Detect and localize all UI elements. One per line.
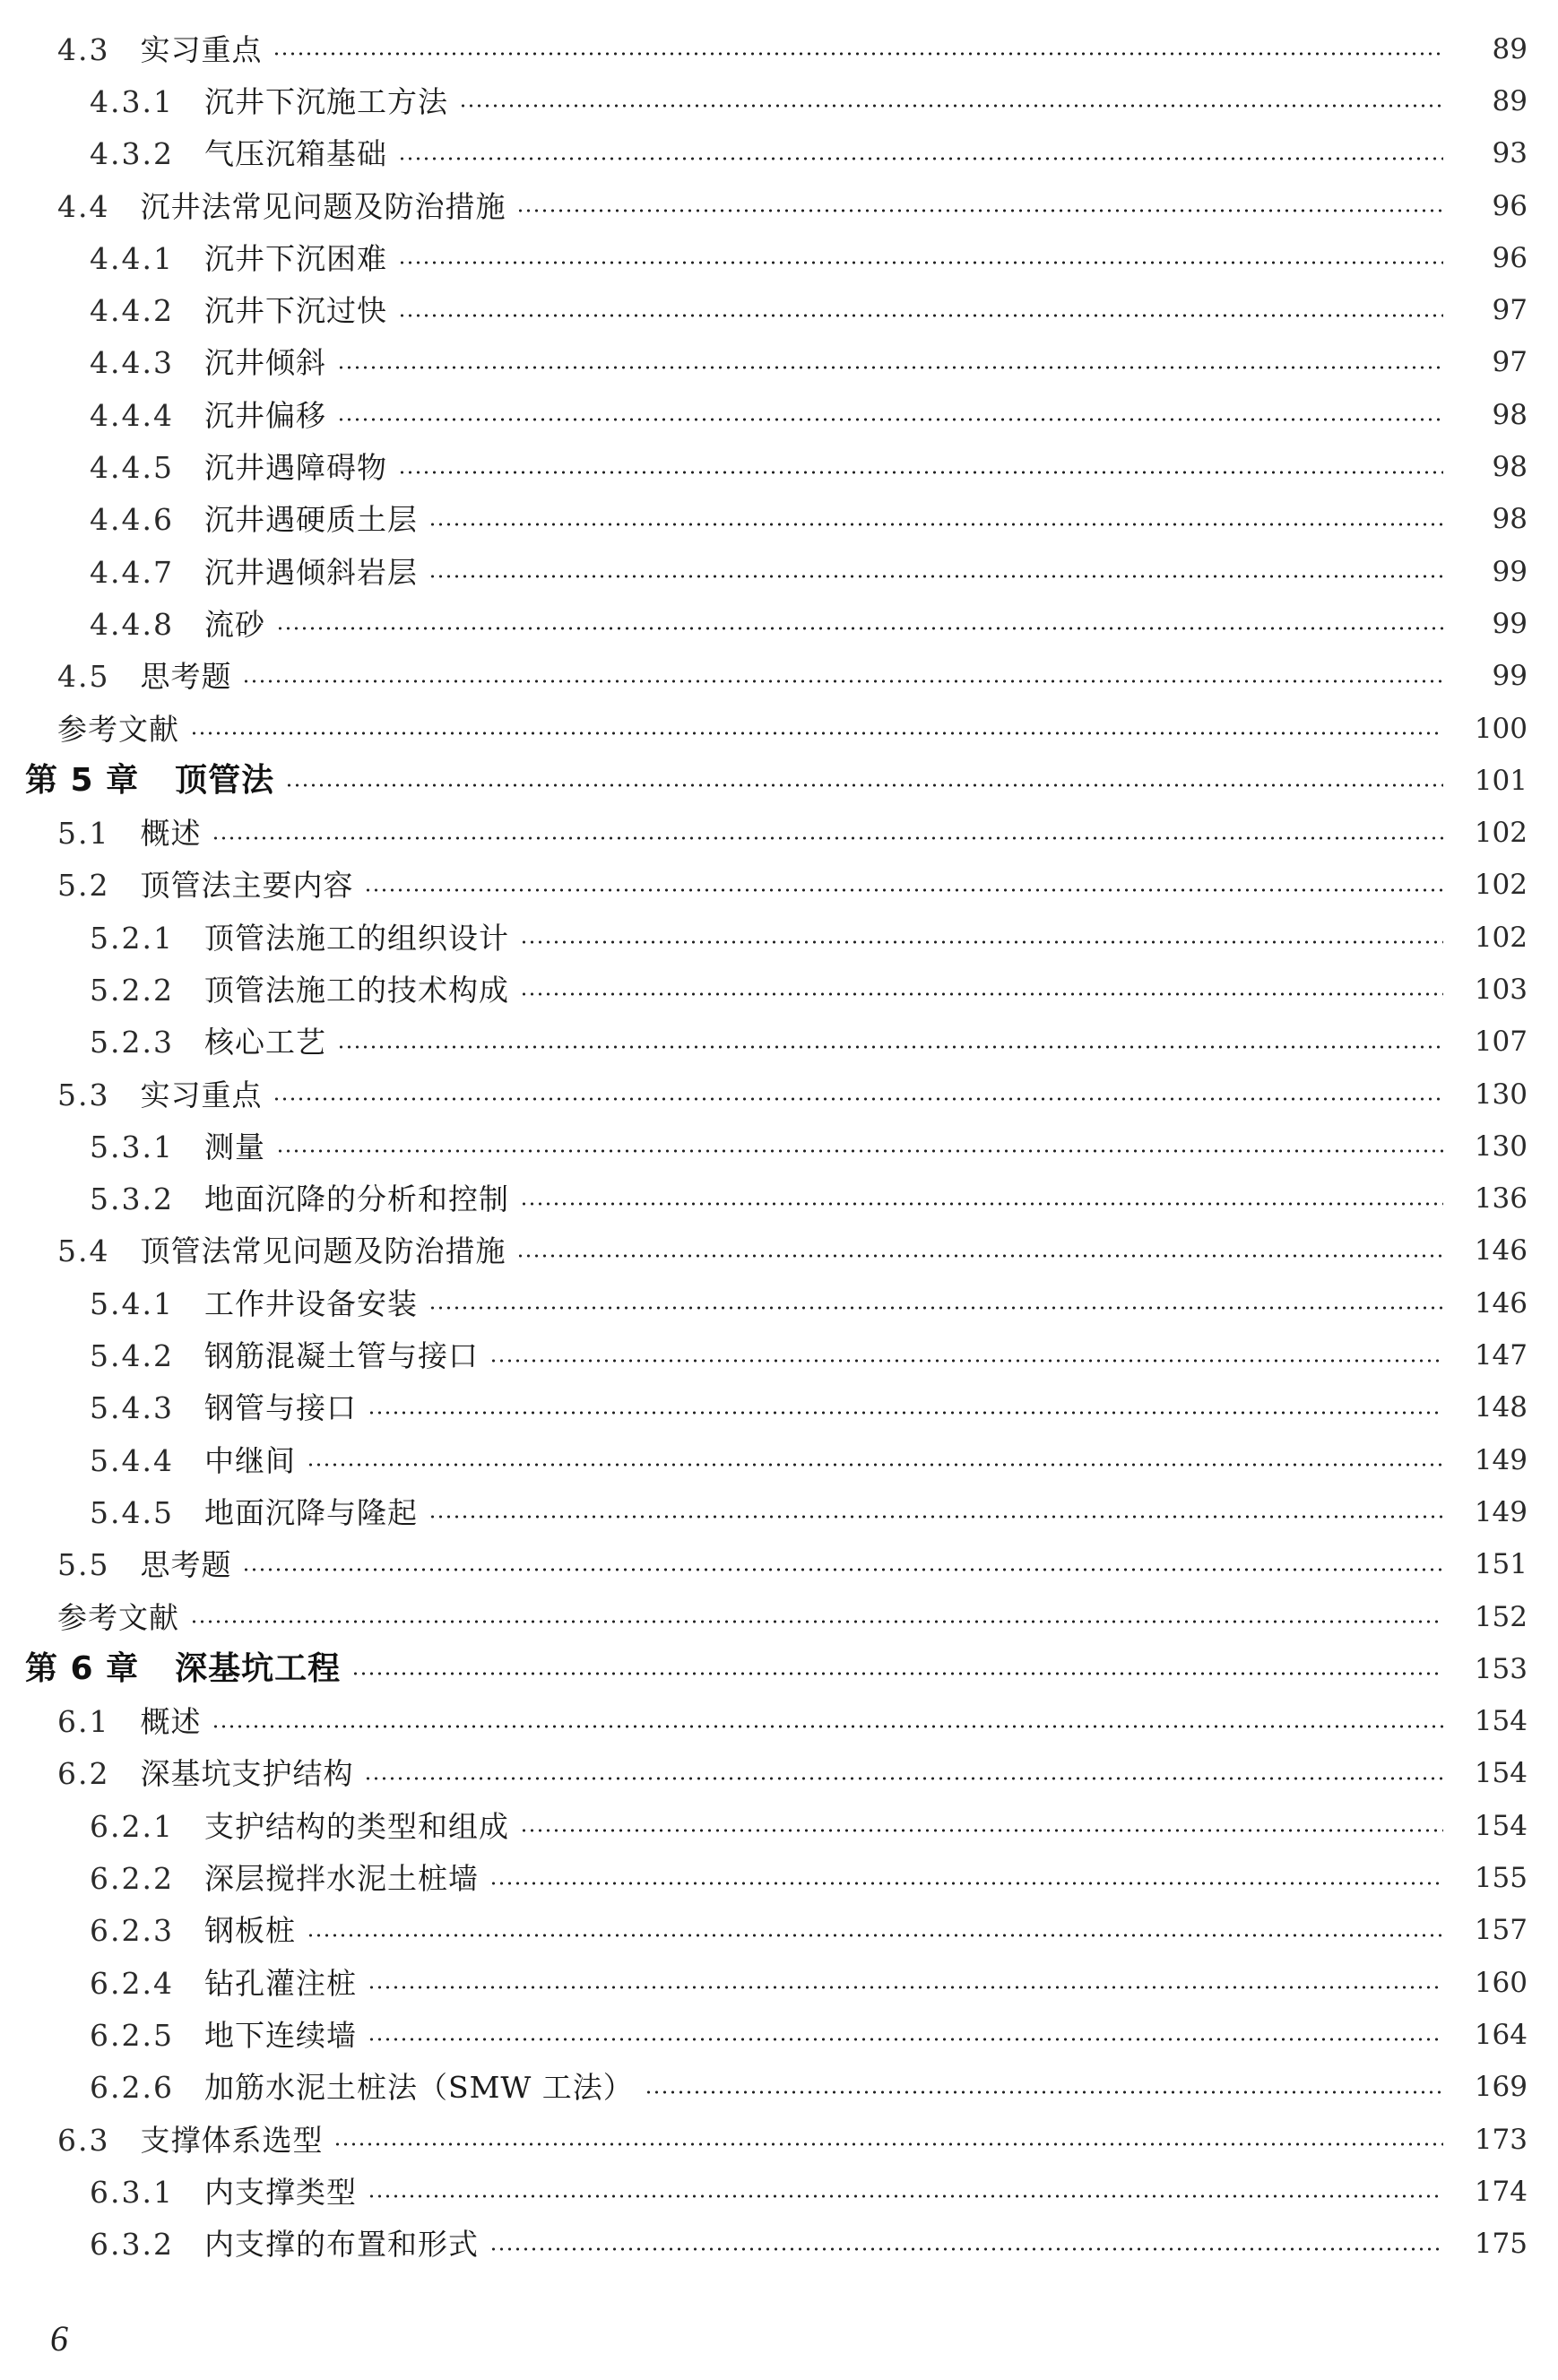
toc-entry-page: 136: [1474, 1182, 1528, 1216]
toc-entry-title: 测量: [203, 1129, 265, 1164]
toc-entry[interactable]: [0, 232, 1558, 284]
dot-leader: [428, 523, 1443, 526]
toc-entry-title: 沉井遇硬质土层: [203, 502, 418, 538]
toc-entry-number: 4.4: [57, 188, 110, 224]
toc-entry-page: 149: [1474, 1495, 1528, 1528]
toc-entry-number: 6.1: [57, 1704, 110, 1740]
toc-entry-number: 5.4.5: [90, 1494, 174, 1530]
toc-entry-title: 沉井倾斜: [203, 345, 326, 381]
toc-entry-page: 93: [1492, 137, 1528, 170]
dot-leader: [273, 1097, 1443, 1101]
toc-entry-number: 6.2.1: [90, 1808, 174, 1844]
toc-entry-number: 4.3.2: [90, 136, 174, 172]
toc-entry-number: 6.2.3: [90, 1913, 174, 1949]
toc-entry-number: 6.2.4: [90, 1965, 174, 2001]
toc-entry-number: 4.4.7: [90, 554, 174, 590]
toc-entry[interactable]: [0, 494, 1558, 546]
dot-leader: [337, 418, 1443, 421]
toc-entry[interactable]: [0, 1069, 1558, 1121]
toc-entry[interactable]: [0, 1905, 1558, 1957]
toc-entry-page: 89: [1492, 32, 1528, 65]
toc-entry-page: 96: [1492, 189, 1528, 222]
dot-leader: [398, 157, 1443, 160]
toc-entry-number: 6.2.6: [90, 2070, 174, 2106]
toc-entry-number: 5.3: [57, 1077, 110, 1112]
toc-entry-title: 思考题: [140, 659, 232, 695]
toc-entry-title: 参考文献: [57, 1599, 179, 1635]
dot-leader: [428, 1306, 1443, 1310]
toc-entry-number: 6.3.1: [90, 2174, 174, 2210]
toc-entry-title: 深基坑工程: [175, 1650, 342, 1688]
toc-entry-page: 169: [1474, 2071, 1528, 2104]
dot-leader: [307, 1934, 1443, 1937]
toc-entry-number: 4.4.8: [90, 606, 174, 642]
toc-entry[interactable]: [0, 2009, 1558, 2061]
toc-entry-title: 钻孔灌注桩: [203, 1965, 357, 2001]
toc-entry[interactable]: [0, 389, 1558, 441]
dot-leader: [190, 731, 1443, 735]
toc-entry-title: 地面沉降的分析和控制: [203, 1181, 509, 1217]
toc-entry-page: 102: [1474, 817, 1528, 850]
toc-entry-number: 4.4.2: [90, 293, 174, 329]
toc-entry[interactable]: [0, 75, 1558, 127]
toc-entry[interactable]: [0, 1957, 1558, 2009]
dot-leader: [520, 1829, 1443, 1832]
toc-entry-title: 顶管法: [175, 762, 275, 800]
toc-entry-title: 顶管法主要内容: [140, 868, 354, 904]
toc-entry-number: 5.4.1: [90, 1285, 174, 1321]
toc-entry-title: 参考文献: [57, 711, 179, 747]
toc-entry-page: 154: [1474, 1705, 1528, 1738]
dot-leader: [242, 1568, 1443, 1571]
toc-entry[interactable]: [0, 912, 1558, 964]
dot-leader: [190, 1620, 1443, 1623]
toc-entry-title: 顶管法施工的组织设计: [203, 920, 509, 956]
toc-entry-title: 中继间: [203, 1442, 296, 1478]
toc-entry-title: 地下连续墙: [203, 2017, 357, 2053]
dot-leader: [337, 366, 1443, 369]
dot-leader: [276, 627, 1443, 630]
toc-entry-title: 沉井偏移: [203, 397, 326, 433]
toc-entry-page: 100: [1474, 712, 1528, 745]
toc-entry[interactable]: [0, 703, 1558, 755]
toc-entry-title: 概述: [140, 816, 202, 852]
dot-leader: [459, 104, 1443, 108]
toc-entry-title: 沉井遇障碍物: [203, 450, 387, 486]
toc-entry[interactable]: [0, 441, 1558, 493]
dot-leader: [333, 2142, 1443, 2146]
toc-entry-page: 89: [1492, 84, 1528, 117]
toc-entry-page: 164: [1474, 2018, 1528, 2051]
toc-entry-number: 4.4.3: [90, 345, 174, 381]
toc-entry[interactable]: [0, 1121, 1558, 1173]
toc-entry-page: 99: [1492, 555, 1528, 588]
toc-entry-page: 149: [1474, 1443, 1528, 1476]
dot-leader: [398, 471, 1443, 474]
dot-leader: [516, 1254, 1443, 1258]
toc-entry-page: 147: [1474, 1339, 1528, 1372]
toc-entry[interactable]: [0, 1225, 1558, 1277]
toc-entry-page: 174: [1474, 2175, 1528, 2208]
dot-leader: [212, 1725, 1443, 1728]
dot-leader: [351, 1672, 1443, 1675]
toc-entry-title: 实习重点: [140, 31, 263, 67]
toc-entry-page: 103: [1474, 973, 1528, 1006]
toc-entry-page: 148: [1474, 1391, 1528, 1424]
toc-entry-page: 154: [1474, 1757, 1528, 1790]
toc-entry-title: 地面沉降与隆起: [203, 1494, 418, 1530]
toc-entry[interactable]: [0, 2166, 1558, 2218]
toc-entry[interactable]: [0, 1748, 1558, 1800]
toc-entry[interactable]: [0, 1852, 1558, 1904]
dot-leader: [242, 679, 1443, 683]
dot-leader: [428, 1515, 1443, 1519]
toc-entry-title: 深层搅拌水泥土桩墙: [203, 1861, 479, 1897]
dot-leader: [273, 52, 1443, 56]
toc-entry-number: 第 5 章: [25, 762, 140, 800]
toc-entry[interactable]: [0, 1382, 1558, 1434]
toc-entry-page: 98: [1492, 503, 1528, 536]
toc-entry-title: 内支撑类型: [203, 2174, 357, 2210]
toc-entry-page: 146: [1474, 1286, 1528, 1320]
dot-leader: [520, 992, 1443, 996]
toc-entry-number: 5.2.1: [90, 920, 174, 956]
toc-entry-page: 96: [1492, 241, 1528, 274]
toc-entry-title: 钢管与接口: [203, 1390, 357, 1426]
toc-entry-title: 气压沉箱基础: [203, 136, 387, 172]
dot-leader: [368, 1986, 1443, 1989]
toc-entry-number: 5.2: [57, 868, 110, 904]
toc-entry-page: 98: [1492, 398, 1528, 431]
toc-entry-number: 4.4.6: [90, 502, 174, 538]
toc-entry[interactable]: [0, 546, 1558, 598]
toc-entry[interactable]: [0, 1277, 1558, 1329]
dot-leader: [307, 1463, 1443, 1467]
toc-entry-title: 加筋水泥土桩法（SMW 工法）: [203, 2070, 634, 2106]
toc-entry-page: 99: [1492, 660, 1528, 693]
toc-entry[interactable]: [0, 2062, 1558, 2114]
toc-entry-page: 107: [1474, 1026, 1528, 1059]
dot-leader: [489, 2247, 1443, 2251]
toc-entry-page: 160: [1474, 1966, 1528, 1999]
toc-entry-title: 沉井下沉困难: [203, 240, 387, 276]
toc-entry-title: 钢板桩: [203, 1913, 296, 1949]
toc-chapter-entry[interactable]: [0, 755, 1558, 807]
dot-leader: [276, 1149, 1443, 1153]
toc-entry-number: 5.3.2: [90, 1181, 174, 1217]
toc-entry-number: 5.3.1: [90, 1129, 174, 1164]
toc-entry[interactable]: [0, 964, 1558, 1016]
dot-leader: [489, 1359, 1443, 1363]
toc-entry[interactable]: [0, 1017, 1558, 1069]
toc-entry-number: 5.4.3: [90, 1390, 174, 1426]
toc-entry-page: 97: [1492, 346, 1528, 379]
toc-entry-number: 6.2: [57, 1756, 110, 1792]
dot-leader: [428, 575, 1443, 578]
toc-entry-number: 4.4.1: [90, 240, 174, 276]
toc-entry-title: 沉井遇倾斜岩层: [203, 554, 418, 590]
toc-entry-page: 155: [1474, 1862, 1528, 1895]
toc-entry-title: 深基坑支护结构: [140, 1756, 354, 1792]
toc-entry-title: 沉井法常见问题及防治措施: [140, 188, 506, 224]
toc-entry-title: 支护结构的类型和组成: [203, 1808, 509, 1844]
dot-leader: [285, 783, 1443, 787]
toc-entry-number: 5.4.2: [90, 1338, 174, 1374]
toc-entry-page: 130: [1474, 1077, 1528, 1111]
toc-entry-number: 4.3: [57, 31, 110, 67]
toc-entry[interactable]: [0, 23, 1558, 75]
dot-leader: [398, 261, 1443, 264]
toc-entry-number: 6.3: [57, 2122, 110, 2158]
toc-entry-title: 沉井下沉过快: [203, 293, 387, 329]
dot-leader: [398, 314, 1443, 317]
toc-entry[interactable]: [0, 1329, 1558, 1381]
toc-entry[interactable]: [0, 2218, 1558, 2270]
toc-entry-number: 6.2.5: [90, 2017, 174, 2053]
dot-leader: [516, 209, 1443, 212]
toc-entry-title: 顶管法施工的技术构成: [203, 972, 509, 1008]
toc-entry-number: 4.3.1: [90, 83, 174, 119]
dot-leader: [645, 2090, 1443, 2094]
dot-leader: [364, 888, 1443, 892]
toc-entry-page: 98: [1492, 451, 1528, 484]
toc-entry-page: 130: [1474, 1129, 1528, 1163]
toc-entry-page: 175: [1474, 2228, 1528, 2261]
toc-entry-title: 钢筋混凝土管与接口: [203, 1338, 479, 1374]
toc-entry-title: 核心工艺: [203, 1025, 326, 1060]
toc-entry-number: 4.4.4: [90, 397, 174, 433]
toc-entry-title: 内支撑的布置和形式: [203, 2227, 479, 2263]
dot-leader: [364, 1777, 1443, 1780]
dot-leader: [368, 1411, 1443, 1415]
toc-entry-number: 4.5: [57, 659, 110, 695]
toc-entry-number: 4.4.5: [90, 450, 174, 486]
toc-entry[interactable]: [0, 598, 1558, 650]
toc-chapter-entry[interactable]: [0, 1643, 1558, 1695]
toc-entry[interactable]: [0, 807, 1558, 859]
toc-entry-title: 沉井下沉施工方法: [203, 83, 448, 119]
toc-entry[interactable]: [0, 128, 1558, 180]
toc-entry-page: 146: [1474, 1234, 1528, 1268]
toc-entry-title: 工作井设备安装: [203, 1285, 418, 1321]
toc-entry-number: 第 6 章: [25, 1650, 140, 1688]
toc-entry[interactable]: [0, 1434, 1558, 1486]
toc-entry[interactable]: [0, 1591, 1558, 1643]
toc-entry-title: 顶管法常见问题及防治措施: [140, 1233, 506, 1269]
toc-entry[interactable]: [0, 860, 1558, 912]
dot-leader: [337, 1045, 1443, 1049]
dot-leader: [520, 1202, 1443, 1206]
toc-entry-title: 实习重点: [140, 1077, 263, 1112]
toc-entry-page: 152: [1474, 1600, 1528, 1633]
toc-entry-title: 思考题: [140, 1547, 232, 1583]
toc-entry-number: 6.3.2: [90, 2227, 174, 2263]
toc-entry-title: 概述: [140, 1704, 202, 1740]
table-of-contents: [0, 23, 1558, 2271]
page-number: 6: [50, 2318, 68, 2358]
dot-leader: [212, 836, 1443, 840]
toc-entry[interactable]: [0, 284, 1558, 336]
toc-entry-number: 5.4.4: [90, 1442, 174, 1478]
toc-entry-page: 101: [1474, 764, 1528, 797]
toc-entry-page: 153: [1474, 1652, 1528, 1685]
toc-entry-number: 5.5: [57, 1547, 110, 1583]
toc-entry[interactable]: [0, 1486, 1558, 1538]
toc-entry[interactable]: [0, 1800, 1558, 1852]
toc-entry-number: 6.2.2: [90, 1861, 174, 1897]
toc-entry-title: 支撑体系选型: [140, 2122, 324, 2158]
toc-entry-page: 102: [1474, 921, 1528, 954]
toc-entry[interactable]: [0, 1696, 1558, 1748]
dot-leader: [489, 1882, 1443, 1885]
toc-entry[interactable]: [0, 1173, 1558, 1225]
toc-entry-page: 151: [1474, 1548, 1528, 1581]
toc-entry-number: 5.1: [57, 816, 110, 852]
dot-leader: [520, 940, 1443, 944]
toc-entry[interactable]: [0, 180, 1558, 232]
toc-entry[interactable]: [0, 651, 1558, 703]
toc-entry[interactable]: [0, 2114, 1558, 2166]
toc-entry-page: 102: [1474, 869, 1528, 902]
toc-entry-number: 5.2.2: [90, 972, 174, 1008]
toc-entry[interactable]: [0, 1539, 1558, 1591]
toc-entry-number: 5.4: [57, 1233, 110, 1269]
toc-entry[interactable]: [0, 337, 1558, 389]
toc-entry-page: 97: [1492, 294, 1528, 327]
toc-entry-page: 157: [1474, 1914, 1528, 1947]
toc-entry-page: 99: [1492, 607, 1528, 640]
toc-entry-title: 流砂: [203, 606, 265, 642]
toc-entry-page: 154: [1474, 1809, 1528, 1842]
dot-leader: [368, 2038, 1443, 2041]
dot-leader: [368, 2194, 1443, 2198]
toc-entry-page: 173: [1474, 2123, 1528, 2156]
toc-entry-number: 5.2.3: [90, 1025, 174, 1060]
